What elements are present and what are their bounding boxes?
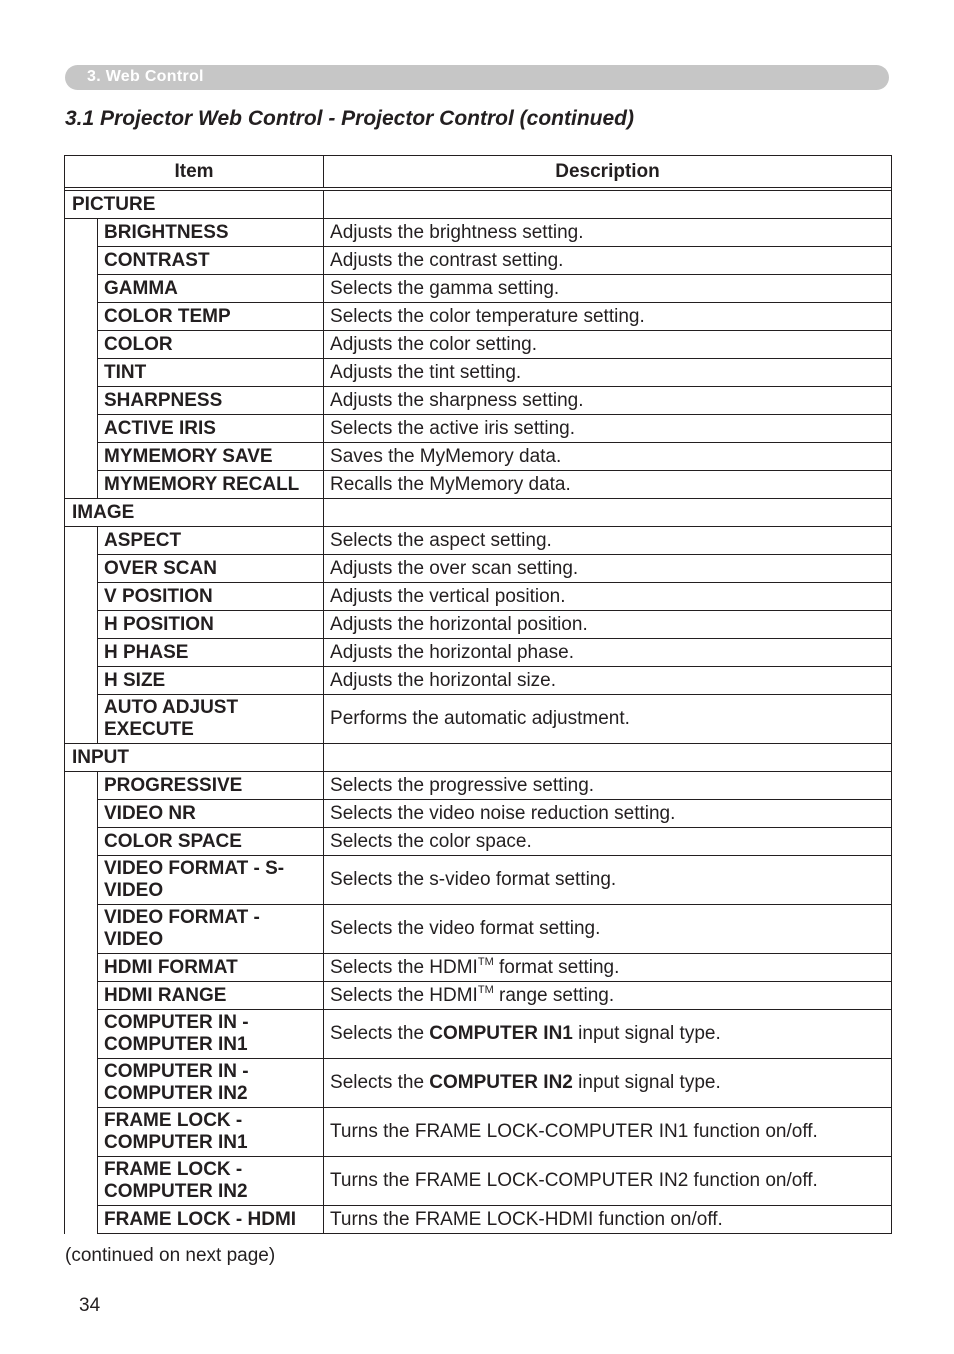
trademark-superscript: TM [477,955,494,968]
description-text: input signal type. [572,1023,721,1044]
description-cell: Selects the video format setting. [324,905,892,954]
description-cell: Selects the aspect setting. [324,527,892,555]
indent-cell [65,828,98,856]
indent-cell [65,415,98,443]
table-row [65,527,892,555]
indent-cell [65,443,98,471]
indent-cell [65,555,98,583]
table-body [65,188,892,1234]
item-cell: COLOR TEMP [98,303,324,331]
description-cell: Selects the color temperature setting. [324,303,892,331]
item-cell: AUTO ADJUST EXECUTE [98,695,324,744]
description-cell: Adjusts the horizontal size. [324,667,892,695]
item-cell: SHARPNESS [98,387,324,415]
description-text: Selects the HDMI [330,956,478,978]
item-cell: COMPUTER IN - COMPUTER IN2 [98,1059,324,1108]
indent-cell [65,982,98,1010]
indent-cell [65,387,98,415]
category-row [65,744,892,772]
description-text: Selects the [330,1023,430,1044]
table-row [65,695,892,744]
section-header-bar [65,65,889,90]
description-cell [324,1059,892,1108]
description-cell: Selects the color space. [324,828,892,856]
description-text: Selects the [330,1072,430,1093]
indent-cell [65,667,98,695]
category-label: PICTURE [65,191,324,219]
table-row [65,555,892,583]
item-cell: V POSITION [98,583,324,611]
description-cell: Adjusts the vertical position. [324,583,892,611]
item-cell: OVER SCAN [98,555,324,583]
bold-term: COMPUTER IN1 [429,1023,573,1044]
indent-cell [65,219,98,247]
table-row [65,359,892,387]
category-description-cell [324,744,892,772]
item-cell: HDMI RANGE [98,982,324,1010]
indent-cell [65,583,98,611]
description-cell: Adjusts the horizontal phase. [324,639,892,667]
item-cell: H SIZE [98,667,324,695]
item-cell: TINT [98,359,324,387]
indent-cell [65,275,98,303]
indent-cell [65,1059,98,1108]
table-row [65,1108,892,1157]
indent-cell [65,303,98,331]
description-text: range setting. [493,984,615,1006]
description-cell: Selects the gamma setting. [324,275,892,303]
indent-cell [65,1010,98,1059]
description-cell: Turns the FRAME LOCK-COMPUTER IN2 function on/off. [324,1157,892,1206]
description-cell: Adjusts the contrast setting. [324,247,892,275]
table-row [65,667,892,695]
page-title: 3.1 Projector Web Control - Projector Control (continued) [65,107,634,130]
item-cell: COLOR [98,331,324,359]
table-row [65,331,892,359]
description-cell: Performs the automatic adjustment. [324,695,892,744]
item-cell: FRAME LOCK - COMPUTER IN1 [98,1108,324,1157]
item-cell: MYMEMORY SAVE [98,443,324,471]
category-row [65,499,892,527]
description-cell: Selects the progressive setting. [324,772,892,800]
bold-term: COMPUTER IN2 [429,1072,573,1093]
category-label: INPUT [65,744,324,772]
table-row [65,415,892,443]
description-cell: Selects the active iris setting. [324,415,892,443]
table-row [65,583,892,611]
indent-cell [65,247,98,275]
item-cell: COMPUTER IN - COMPUTER IN1 [98,1010,324,1059]
indent-cell [65,331,98,359]
description-cell: Saves the MyMemory data. [324,443,892,471]
table-row [65,275,892,303]
table-row [65,954,892,982]
indent-cell [65,856,98,905]
description-cell [324,954,892,982]
table-row [65,1059,892,1108]
section-label: 3. Web Control [87,68,204,85]
table-row [65,387,892,415]
table-row [65,1157,892,1206]
description-text: Selects the HDMI [330,984,478,1006]
description-cell: Selects the video noise reduction setting. [324,800,892,828]
item-cell: H POSITION [98,611,324,639]
category-description-cell [324,499,892,527]
item-cell: FRAME LOCK - COMPUTER IN2 [98,1157,324,1206]
table-row [65,1206,892,1234]
item-cell: VIDEO NR [98,800,324,828]
description-cell: Adjusts the over scan setting. [324,555,892,583]
item-cell: ASPECT [98,527,324,555]
indent-cell [65,695,98,744]
indent-cell [65,359,98,387]
description-cell: Adjusts the sharpness setting. [324,387,892,415]
indent-cell [65,1206,98,1234]
description-cell [324,1010,892,1059]
item-cell: PROGRESSIVE [98,772,324,800]
indent-cell [65,527,98,555]
item-cell: FRAME LOCK - HDMI [98,1206,324,1234]
description-cell: Adjusts the tint setting. [324,359,892,387]
description-cell: Turns the FRAME LOCK-HDMI function on/off. [324,1206,892,1234]
table-row [65,247,892,275]
table-row [65,800,892,828]
table-row [65,828,892,856]
category-label: IMAGE [65,499,324,527]
indent-cell [65,639,98,667]
item-cell: BRIGHTNESS [98,219,324,247]
description-cell: Recalls the MyMemory data. [324,471,892,499]
table-row [65,772,892,800]
description-cell: Adjusts the horizontal position. [324,611,892,639]
item-cell: HDMI FORMAT [98,954,324,982]
description-cell: Selects the s-video format setting. [324,856,892,905]
table-header-row [65,156,892,188]
item-cell: H PHASE [98,639,324,667]
column-header-description: Description [324,156,892,188]
item-cell: COLOR SPACE [98,828,324,856]
item-cell: MYMEMORY RECALL [98,471,324,499]
category-description-cell [324,191,892,219]
table-row [65,611,892,639]
item-cell: VIDEO FORMAT - VIDEO [98,905,324,954]
description-cell: Adjusts the color setting. [324,331,892,359]
table-row [65,856,892,905]
item-cell: CONTRAST [98,247,324,275]
description-cell: Turns the FRAME LOCK-COMPUTER IN1 function on/off. [324,1108,892,1157]
table-row [65,471,892,499]
indent-cell [65,1157,98,1206]
indent-cell [65,800,98,828]
page-number: 34 [79,1295,101,1316]
table-row [65,303,892,331]
category-row [65,191,892,219]
description-cell [324,982,892,1010]
table-row [65,639,892,667]
description-text: input signal type. [572,1072,721,1093]
trademark-superscript: TM [477,983,494,996]
continued-note: (continued on next page) [65,1245,276,1266]
indent-cell [65,611,98,639]
item-cell: ACTIVE IRIS [98,415,324,443]
column-header-item: Item [65,156,324,188]
indent-cell [65,1108,98,1157]
indent-cell [65,772,98,800]
projector-control-table [64,155,892,1234]
item-cell: VIDEO FORMAT - S-VIDEO [98,856,324,905]
description-cell: Adjusts the brightness setting. [324,219,892,247]
description-text: format setting. [493,956,620,978]
indent-cell [65,905,98,954]
table-row [65,905,892,954]
indent-cell [65,471,98,499]
table-row [65,219,892,247]
table-row [65,982,892,1010]
table-row [65,1010,892,1059]
indent-cell [65,954,98,982]
item-cell: GAMMA [98,275,324,303]
table-row [65,443,892,471]
